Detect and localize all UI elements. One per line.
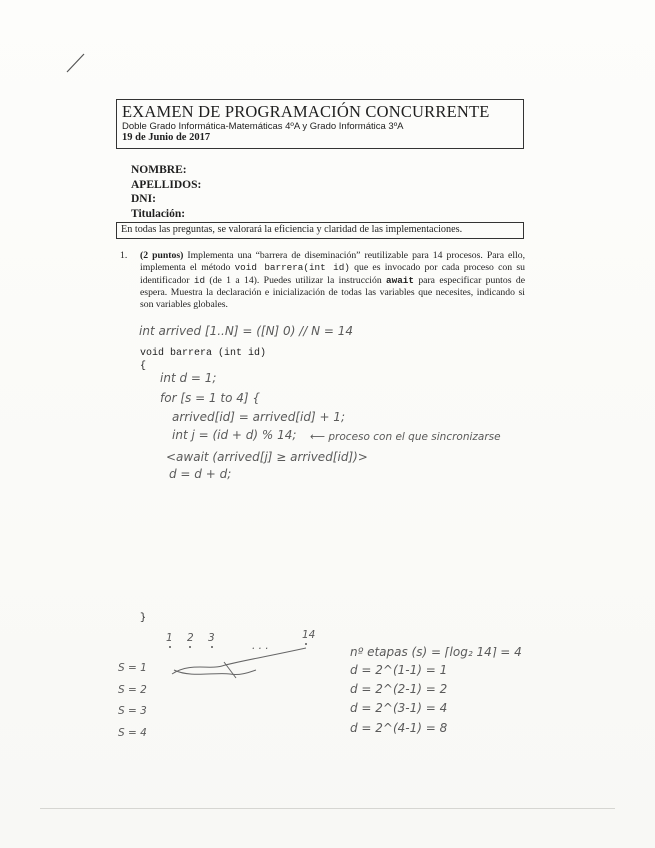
process-label-3: 3 <box>208 632 215 644</box>
question-statement <box>140 250 525 311</box>
handwritten-comment: ⟵ proceso con el que sincronizarse <box>310 431 501 443</box>
stage-label-3: S = 3 <box>118 705 147 717</box>
process-label-1: 1 <box>166 632 173 644</box>
code-await: await <box>386 274 414 286</box>
field-titulacion: Titulación: <box>131 207 186 220</box>
distance-stage-3: d = 2^(3-1) = 4 <box>350 701 448 715</box>
handwritten-await: <await (arrived[j] ≥ arrived[id])> <box>166 450 368 464</box>
exam-title: EXAMEN DE PROGRAMACIÓN CONCURRENTE <box>122 102 490 121</box>
distance-stage-1: d = 2^(1-1) = 1 <box>350 663 448 677</box>
question-number: 1. <box>120 250 128 261</box>
stage-label-1: S = 1 <box>118 662 147 674</box>
question-points: (2 puntos) <box>140 250 184 261</box>
question-text-3: (de 1 a 14). Puedes utilizar la instrucción <box>205 274 387 286</box>
handwritten-int-d: int d = 1; <box>160 371 217 385</box>
field-nombre: NOMBRE: <box>131 164 187 176</box>
exam-subtitle: Doble Grado Informática-Matemáticas 4ºA y Grado Informática 3ºA <box>122 121 404 132</box>
handwritten-arrived-increment: arrived[id] = arrived[id] + 1; <box>172 410 345 424</box>
code-id: id <box>193 274 206 286</box>
pen-mark-icon <box>64 50 94 80</box>
question-text-2: que es invocado por cada proceso con su identificador <box>140 262 525 286</box>
question-text-1: Implementa una “barrera de diseminación” reutilizable para 14 procesos. Para ello, implementa el método <box>140 250 525 274</box>
process-label-2: 2 <box>187 632 194 644</box>
code-signature: void barrera (int id) <box>140 348 267 359</box>
student-fields <box>131 163 201 221</box>
handwritten-d-update: d = d + d; <box>169 467 232 481</box>
handwritten-int-j: int j = (id + d) % 14; <box>172 428 297 442</box>
stage-label-2: S = 2 <box>118 684 147 696</box>
process-1-dot <box>169 646 171 648</box>
stage-label-4: S = 4 <box>118 727 147 739</box>
handwritten-global-declaration: int arrived [1..N] = ([N] 0) // N = 14 <box>139 324 354 338</box>
distance-stage-2: d = 2^(2-1) = 2 <box>350 682 448 696</box>
code-open-brace: { <box>140 361 147 372</box>
diagram-curve <box>172 648 306 674</box>
process-3-dot <box>211 646 213 648</box>
evaluation-note <box>116 222 524 239</box>
field-dni: DNI: <box>131 193 156 205</box>
exam-header <box>116 99 524 149</box>
process-label-14: 14 <box>302 629 316 641</box>
page-bottom-edge <box>40 808 615 809</box>
process-14-dot <box>305 643 307 645</box>
distance-stage-4: d = 2^(4-1) = 8 <box>350 721 448 735</box>
question-1 <box>120 250 525 311</box>
code-method: void barrera(int id) <box>234 262 350 274</box>
exam-date: 19 de Junio de 2017 <box>122 132 211 143</box>
process-dots: . . . <box>252 640 269 652</box>
evaluation-note-text: En todas las preguntas, se valorará la eficiencia y claridad de las implementaciones. <box>121 224 463 235</box>
handwritten-for-loop: for [s = 1 to 4] { <box>160 391 261 405</box>
stages-formula: nº etapas (s) = ⌈log₂ 14⌉ = 4 <box>350 645 522 659</box>
process-2-dot <box>189 646 191 648</box>
diagram-curve-2 <box>174 670 256 675</box>
question-text-4: para especificar puntos de espera. Muestra la declaración e inicialización de todas las variables que necesites, indicando si son variables globales. <box>140 274 525 311</box>
field-apellidos: APELLIDOS: <box>131 178 202 191</box>
code-close-brace: } <box>140 613 147 624</box>
dissemination-diagram <box>160 632 320 682</box>
